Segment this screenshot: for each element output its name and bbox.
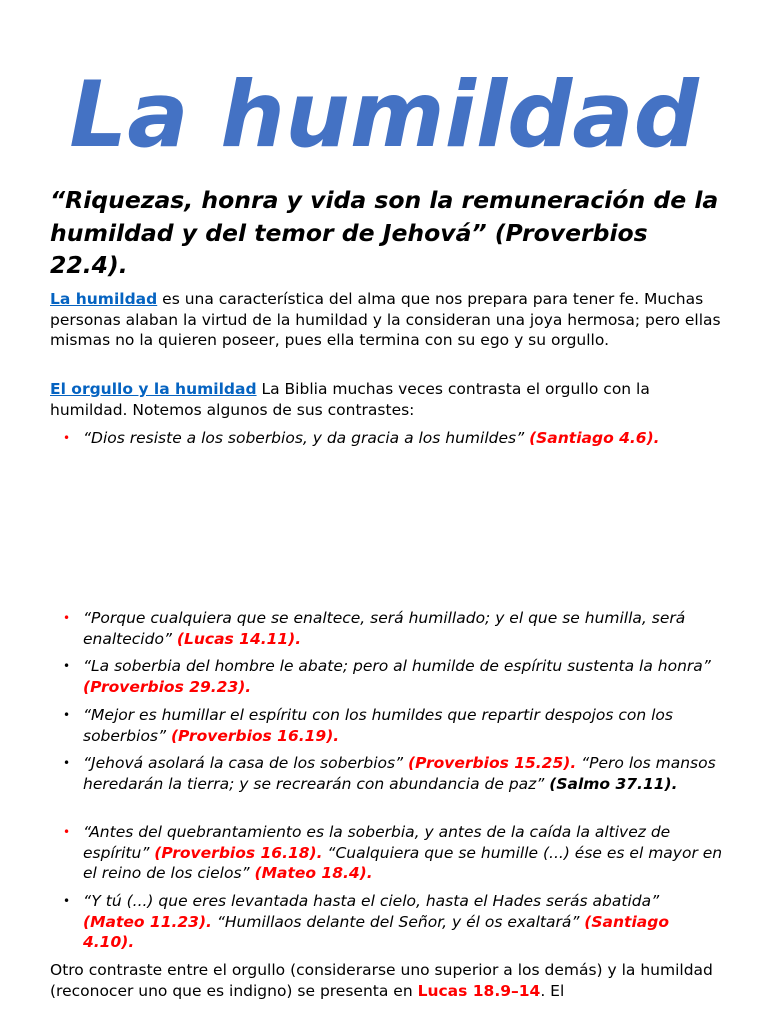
verse-quote: “Humillaos delante del Señor, y él os exaltará”: [211, 912, 585, 931]
verse-quote: “Jehová asolará la casa de los soberbios”: [83, 754, 409, 772]
verse-reference: (Santiago 4.6).: [529, 429, 660, 447]
bullet-icon: •: [63, 825, 71, 839]
verse-reference: (Proverbios 16.19).: [170, 726, 340, 745]
verse-quote: “Mejor es humillar el espíritu con los humildes que repartir despojos con los soberbios”: [83, 706, 673, 745]
bullet-icon: •: [63, 756, 71, 770]
list-item: [63, 891, 723, 953]
verse-quote: “La soberbia del hombre le abate; pero al humilde de espíritu sustenta la honra”: [83, 657, 711, 675]
intro-paragraph: [50, 289, 730, 351]
bullet-icon: •: [63, 611, 71, 625]
verse-quote: “Y tú (...) que eres levantada hasta el cielo, hasta el Hades serás abatida”: [83, 892, 660, 910]
verse-reference: (Proverbios 15.25).: [408, 754, 577, 772]
list-item: [63, 822, 723, 884]
verse-quote: “Porque cualquiera que se enaltece, será humillado; y el que se humilla, será enaltecido”: [83, 609, 686, 648]
bullet-icon: •: [63, 708, 71, 722]
list-item: [63, 428, 723, 449]
bullet-icon: •: [63, 894, 71, 908]
verse-quote: “Pero los mansos heredarán la tierra; y se recrearán con abundancia de paz”: [83, 754, 716, 793]
intro-text: es una característica del alma que nos prepara para tener fe. Muchas personas alaban la virtud de la humildad y la consideran una joya hermosa; pero ellas mismas no la quieren poseer, pues ella termina con su ego y su orgullo.: [50, 290, 721, 349]
list-item: [63, 656, 723, 697]
verse-reference: (Santiago 4.10).: [83, 912, 669, 951]
humildad-link[interactable]: La humildad: [50, 290, 158, 308]
list-item: [63, 608, 723, 649]
verse-reference: (Mateo 11.23).: [83, 912, 212, 931]
contrast-paragraph: [50, 379, 730, 420]
list-item: [63, 705, 723, 746]
epigraph-quote: “Riquezas, honra y vida son la remuneración de la humildad y del temor de Jehová” (Proverbios 22.4).: [50, 186, 719, 279]
bullet-icon: •: [63, 659, 71, 673]
verse-quote: “Antes del quebrantamiento es la soberbia, y antes de la caída la altivez de espíritu”: [83, 823, 671, 862]
closing-paragraph: [50, 960, 730, 1001]
contrast-intro-text: La Biblia muchas veces contrasta el orgullo con la humildad. Notemos algunos de sus contrastes:: [50, 380, 650, 419]
orgullo-humildad-link[interactable]: El orgullo y la humildad: [50, 380, 257, 398]
verse-reference: (Mateo 18.4).: [254, 864, 373, 882]
bullet-icon: •: [63, 431, 71, 445]
closing-text: Otro contraste entre el orgullo (considerarse uno superior a los demás) y la humildad (reconocer uno que es indigno) se presenta en: [50, 961, 713, 1000]
verse-reference: (Proverbios 29.23).: [83, 677, 252, 696]
list-item: [63, 753, 723, 794]
closing-tail: . El: [540, 981, 565, 1000]
verse-quote: “Cualquiera que se humille (...) ése es el mayor en el reino de los cielos”: [83, 843, 723, 882]
page-title: La humildad: [69, 63, 699, 168]
closing-reference: Lucas 18.9–14: [417, 981, 541, 1000]
verse-reference: (Proverbios 16.18).: [154, 843, 323, 862]
verse-reference: (Lucas 14.11).: [176, 629, 302, 648]
verse-quote: “Dios resiste a los soberbios, y da gracia a los humildes”: [83, 429, 530, 447]
verse-reference: (Salmo 37.11).: [549, 774, 678, 793]
